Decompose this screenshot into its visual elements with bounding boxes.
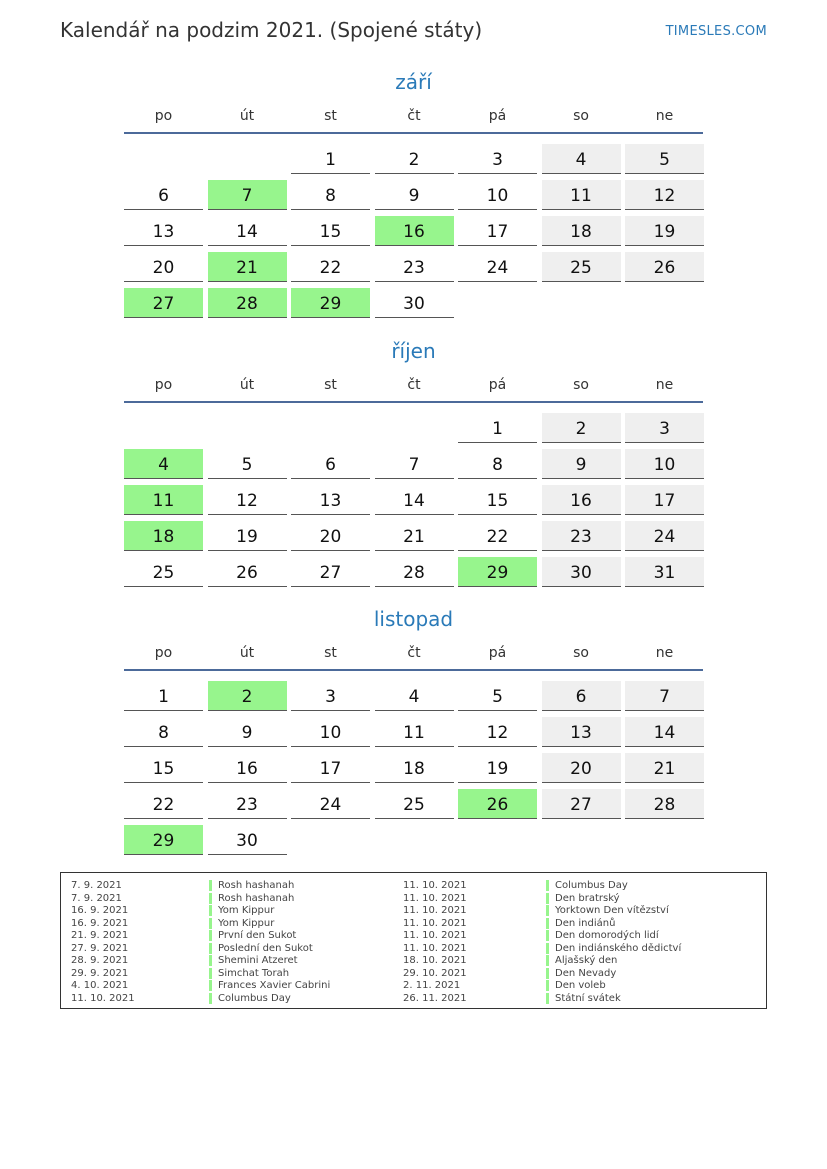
day-cell[interactable]: 12 (458, 717, 537, 747)
holiday-name: Státní svátek (546, 993, 621, 1004)
holiday-date: 11. 10. 2021 (403, 942, 467, 954)
holiday-date: 11. 10. 2021 (403, 880, 467, 891)
day-cell[interactable]: 22 (124, 789, 203, 819)
holiday-legend (60, 872, 767, 1009)
day-cell[interactable]: 31 (625, 557, 704, 587)
day-cell[interactable]: 11 (542, 180, 621, 210)
day-cell[interactable]: 10 (625, 449, 704, 479)
day-cell[interactable]: 27 (291, 557, 370, 587)
holiday-name: Poslední den Sukot (209, 943, 313, 954)
day-cell[interactable]: 25 (124, 557, 203, 587)
day-cell[interactable]: 4 (542, 144, 621, 174)
day-cell[interactable]: 5 (625, 144, 704, 174)
day-cell[interactable]: 5 (458, 681, 537, 711)
holiday-name: Simchat Torah (209, 968, 289, 979)
day-cell-holiday[interactable]: 29 (458, 557, 537, 587)
day-cell[interactable]: 22 (458, 521, 537, 551)
day-cell[interactable]: 19 (208, 521, 287, 551)
weekday-label: ne (655, 645, 674, 661)
weekday-label: po (154, 645, 173, 661)
day-cell[interactable]: 18 (375, 753, 454, 783)
day-cell[interactable]: 27 (542, 789, 621, 819)
holiday-date: 11. 10. 2021 (71, 992, 135, 1004)
day-cell[interactable]: 25 (375, 789, 454, 819)
day-cell[interactable]: 7 (625, 681, 704, 711)
weekday-label: čt (407, 377, 421, 393)
day-cell[interactable]: 14 (625, 717, 704, 747)
weekday-label: út (239, 108, 255, 124)
day-cell[interactable]: 1 (124, 681, 203, 711)
holiday-name: Den bratrský (546, 893, 620, 904)
header-separator (124, 669, 703, 671)
day-cell[interactable]: 13 (291, 485, 370, 515)
holiday-date: 7. 9. 2021 (71, 892, 122, 904)
day-cell[interactable]: 14 (208, 216, 287, 246)
day-cell-holiday[interactable]: 16 (375, 216, 454, 246)
day-cell[interactable]: 3 (291, 681, 370, 711)
month-name: říjen (391, 339, 436, 363)
day-cell-holiday[interactable]: 7 (208, 180, 287, 210)
holiday-name: Den indiánů (546, 918, 615, 929)
weekday-label: so (573, 108, 589, 124)
page-title: Kalendář na podzim 2021. (Spojené státy) (60, 18, 483, 42)
day-cell[interactable]: 15 (291, 216, 370, 246)
day-cell[interactable]: 11 (375, 717, 454, 747)
holiday-name: Rosh hashanah (209, 893, 294, 904)
weekday-label: po (154, 377, 173, 393)
day-cell[interactable]: 1 (291, 144, 370, 174)
day-cell[interactable]: 23 (375, 252, 454, 282)
holiday-name: Den indiánského dědictví (546, 943, 681, 954)
day-cell[interactable]: 14 (375, 485, 454, 515)
day-cell[interactable]: 19 (458, 753, 537, 783)
day-cell-holiday[interactable]: 21 (208, 252, 287, 282)
weekday-label: út (239, 645, 255, 661)
day-cell[interactable]: 15 (458, 485, 537, 515)
day-cell-holiday[interactable]: 27 (124, 288, 203, 318)
day-cell[interactable]: 22 (291, 252, 370, 282)
holiday-name: Den Nevady (546, 968, 616, 979)
day-cell[interactable]: 17 (458, 216, 537, 246)
day-cell[interactable]: 6 (124, 180, 203, 210)
day-cell[interactable]: 9 (375, 180, 454, 210)
day-cell[interactable]: 20 (291, 521, 370, 551)
weekday-label: st (324, 108, 337, 124)
day-cell[interactable]: 1 (458, 413, 537, 443)
weekday-label: so (573, 645, 589, 661)
day-cell[interactable]: 9 (208, 717, 287, 747)
day-cell[interactable]: 19 (625, 216, 704, 246)
day-cell[interactable]: 21 (625, 753, 704, 783)
holiday-date: 2. 11. 2021 (403, 980, 461, 991)
holiday-name: Den domorodých lidí (546, 930, 659, 941)
holiday-date: 4. 10. 2021 (71, 980, 129, 991)
weekday-label: pá (488, 645, 507, 661)
holiday-date: 27. 9. 2021 (71, 942, 129, 954)
site-link[interactable]: TIMESLES.COM (665, 24, 767, 39)
holiday-date: 11. 10. 2021 (403, 917, 467, 929)
day-cell[interactable]: 25 (542, 252, 621, 282)
day-cell[interactable]: 28 (375, 557, 454, 587)
holiday-name: Columbus Day (209, 993, 291, 1004)
day-cell[interactable]: 12 (208, 485, 287, 515)
day-cell[interactable]: 30 (542, 557, 621, 587)
holiday-name: Aljašský den (546, 955, 617, 966)
day-cell[interactable]: 30 (375, 288, 454, 318)
weekday-label: ne (655, 108, 674, 124)
holiday-name: Shemini Atzeret (209, 955, 298, 966)
day-cell[interactable]: 24 (458, 252, 537, 282)
holiday-name: Yom Kippur (209, 905, 274, 916)
month-name: listopad (373, 607, 454, 631)
holiday-date: 7. 9. 2021 (71, 880, 122, 891)
day-cell-holiday[interactable]: 18 (124, 521, 203, 551)
weekday-label: po (154, 108, 173, 124)
day-cell[interactable]: 24 (291, 789, 370, 819)
day-cell-holiday[interactable]: 4 (124, 449, 203, 479)
day-cell[interactable]: 20 (124, 252, 203, 282)
holiday-date: 18. 10. 2021 (403, 955, 467, 966)
day-cell[interactable]: 23 (542, 521, 621, 551)
holiday-name: Yom Kippur (209, 918, 274, 929)
day-cell[interactable]: 16 (208, 753, 287, 783)
weekday-label: út (239, 377, 255, 393)
day-cell[interactable]: 9 (542, 449, 621, 479)
day-cell[interactable]: 13 (124, 216, 203, 246)
day-cell[interactable]: 26 (208, 557, 287, 587)
day-cell-holiday[interactable]: 11 (124, 485, 203, 515)
holiday-date: 29. 9. 2021 (71, 967, 129, 979)
day-cell[interactable]: 13 (542, 717, 621, 747)
day-cell[interactable]: 26 (625, 252, 704, 282)
day-cell[interactable]: 28 (625, 789, 704, 819)
holiday-date: 16. 9. 2021 (71, 917, 129, 929)
day-cell-holiday[interactable]: 26 (458, 789, 537, 819)
weekday-label: so (573, 377, 589, 393)
day-cell[interactable]: 18 (542, 216, 621, 246)
holiday-date: 28. 9. 2021 (71, 955, 129, 966)
day-cell[interactable]: 6 (291, 449, 370, 479)
day-cell[interactable]: 12 (625, 180, 704, 210)
day-cell-holiday[interactable]: 2 (208, 681, 287, 711)
day-cell[interactable]: 24 (625, 521, 704, 551)
holiday-date: 16. 9. 2021 (71, 905, 129, 916)
day-cell[interactable]: 23 (208, 789, 287, 819)
day-cell[interactable]: 4 (375, 681, 454, 711)
holiday-date: 26. 11. 2021 (403, 992, 467, 1004)
holiday-date: 11. 10. 2021 (403, 892, 467, 904)
weekday-label: čt (407, 108, 421, 124)
day-cell-holiday[interactable]: 28 (208, 288, 287, 318)
day-cell[interactable]: 17 (291, 753, 370, 783)
weekday-label: pá (488, 108, 507, 124)
weekday-label: st (324, 377, 337, 393)
day-cell[interactable]: 8 (291, 180, 370, 210)
weekday-label: st (324, 645, 337, 661)
holiday-date: 11. 10. 2021 (403, 905, 467, 916)
day-cell[interactable]: 16 (542, 485, 621, 515)
day-cell[interactable]: 10 (458, 180, 537, 210)
holiday-name: Columbus Day (546, 880, 628, 891)
day-cell[interactable]: 30 (208, 825, 287, 855)
day-cell[interactable]: 17 (625, 485, 704, 515)
weekday-label: ne (655, 377, 674, 393)
day-cell[interactable]: 2 (542, 413, 621, 443)
holiday-date: 29. 10. 2021 (403, 967, 467, 979)
weekday-label: pá (488, 377, 507, 393)
holiday-date: 21. 9. 2021 (71, 930, 129, 941)
day-cell-holiday[interactable]: 29 (291, 288, 370, 318)
day-cell[interactable]: 8 (124, 717, 203, 747)
holiday-name: První den Sukot (209, 930, 296, 941)
day-cell[interactable]: 3 (625, 413, 704, 443)
day-cell[interactable]: 5 (208, 449, 287, 479)
day-cell[interactable]: 20 (542, 753, 621, 783)
month-name: září (395, 70, 432, 94)
day-cell[interactable]: 2 (375, 144, 454, 174)
weekday-label: čt (407, 645, 421, 661)
header-separator (124, 401, 703, 403)
holiday-name: Frances Xavier Cabrini (209, 980, 330, 991)
day-cell-holiday[interactable]: 29 (124, 825, 203, 855)
day-cell[interactable]: 8 (458, 449, 537, 479)
day-cell[interactable]: 6 (542, 681, 621, 711)
day-cell[interactable]: 3 (458, 144, 537, 174)
holiday-name: Yorktown Den vítězství (546, 905, 669, 916)
day-cell[interactable]: 10 (291, 717, 370, 747)
day-cell[interactable]: 21 (375, 521, 454, 551)
day-cell[interactable]: 15 (124, 753, 203, 783)
header-separator (124, 132, 703, 134)
holiday-name: Den voleb (546, 980, 606, 991)
holiday-name: Rosh hashanah (209, 880, 294, 891)
day-cell[interactable]: 7 (375, 449, 454, 479)
holiday-date: 11. 10. 2021 (403, 930, 467, 941)
